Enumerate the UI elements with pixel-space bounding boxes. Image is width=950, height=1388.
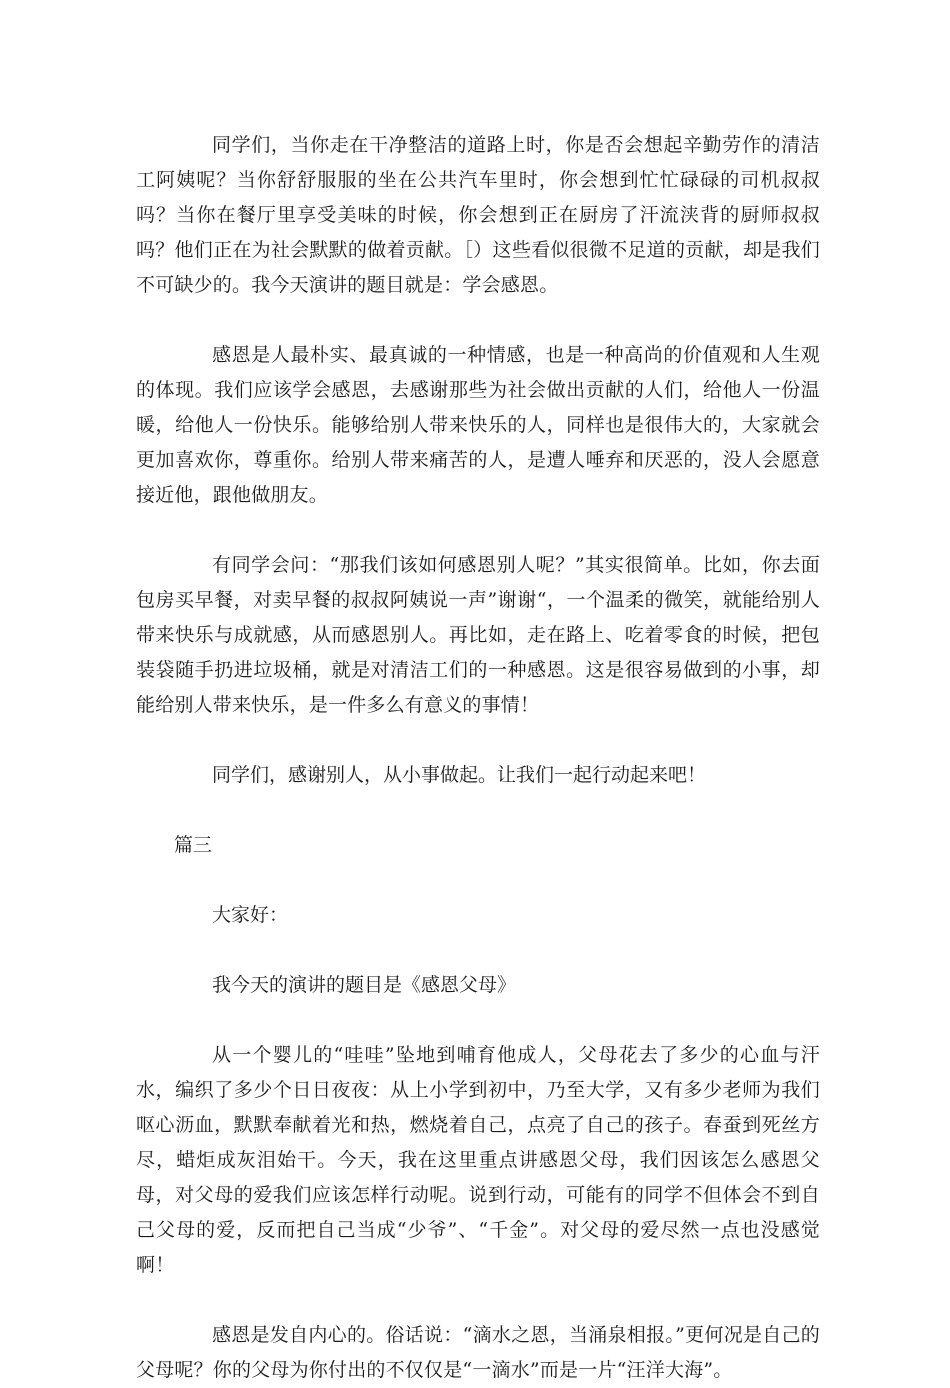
paragraph-2: 感恩是人最朴实、最真诚的一种情感，也是一种高尚的价值观和人生观的体现。我们应该学会感恩，去感谢那些为社会做出贡献的人们，给他人一份温暖，给他人一份快乐。能够给别人带来快乐的人，同样也是很伟大的，大家就会更加喜欢你，尊重你。给别人带来痛苦的人，是遭人唾弃和厌恶的，没人会愿意接近他，跟他做朋友。 [136,344,820,506]
paragraph-6: 感恩是发自内心的。俗话说：“滴水之恩，当涌泉相报。”更何况是自己的父母呢？你的父母为你付出的不仅仅是“一滴水”而是一片“汪洋大海”。 [136,1324,820,1381]
paragraph-spacer [136,933,820,968]
speech-topic-line: 我今天的演讲的题目是《感恩父母》 [212,974,517,996]
paragraph-spacer [136,863,820,898]
greeting-line: 大家好： [212,904,289,926]
document-body [136,128,820,1388]
paragraph-spacer [136,1003,820,1038]
paragraph-spacer [136,1283,820,1318]
paragraph-spacer [136,793,820,828]
section-heading: 篇三 [174,834,213,856]
paragraph-3: 有同学会问：“那我们该如何感恩别人呢？”其实很简单。比如，你去面包房买早餐，对卖早餐的叔叔阿姨说一声”谢谢“，一个温柔的微笑，就能给别人带来快乐与成就感，从而感恩别人。再比如，走在路上、吃着零食的时候，把包装袋随手扔进垃圾桶，就是对清洁工们的一种感恩。这是很容易做到的小事，却能给别人带来快乐，是一件多么有意义的事情！ [136,554,820,716]
paragraph-spacer [136,303,820,338]
paragraph-4: 同学们，感谢别人，从小事做起。让我们一起行动起来吧！ [212,764,707,786]
paragraph-1: 同学们，当你走在干净整洁的道路上时，你是否会想起辛勤劳作的清洁工阿姨呢？当你舒舒服服的坐在公共汽车里时，你会想到忙忙碌碌的司机叔叔吗？当你在餐厅里享受美味的时候，你会想到正在厨房了汗流浃背的厨师叔叔吗？他们正在为社会默默的做着贡献。［）这些看似很微不足道的贡献，却是我们不可缺少的。我今天演讲的题目就是：学会感恩。 [136,134,820,296]
paragraph-spacer [136,513,820,548]
paragraph-5: 从一个婴儿的“哇哇”坠地到哺育他成人，父母花去了多少的心血与汗水，编织了多少个日日夜夜：从上小学到初中，乃至大学，又有多少老师为我们呕心沥血，默默奉献着光和热，燃烧着自己，点亮了自己的孩子。春蚕到死丝方尽，蜡炬成灰泪始干。今天，我在这里重点讲感恩父母，我们因该怎么感恩父母，对父母的爱我们应该怎样行动呢。说到行动，可能有的同学不但体会不到自己父母的爱，反而把自己当成“少爷”、“千金”。对父母的爱尽然一点也没感觉啊！ [136,1044,820,1276]
paragraph-spacer [136,723,820,758]
